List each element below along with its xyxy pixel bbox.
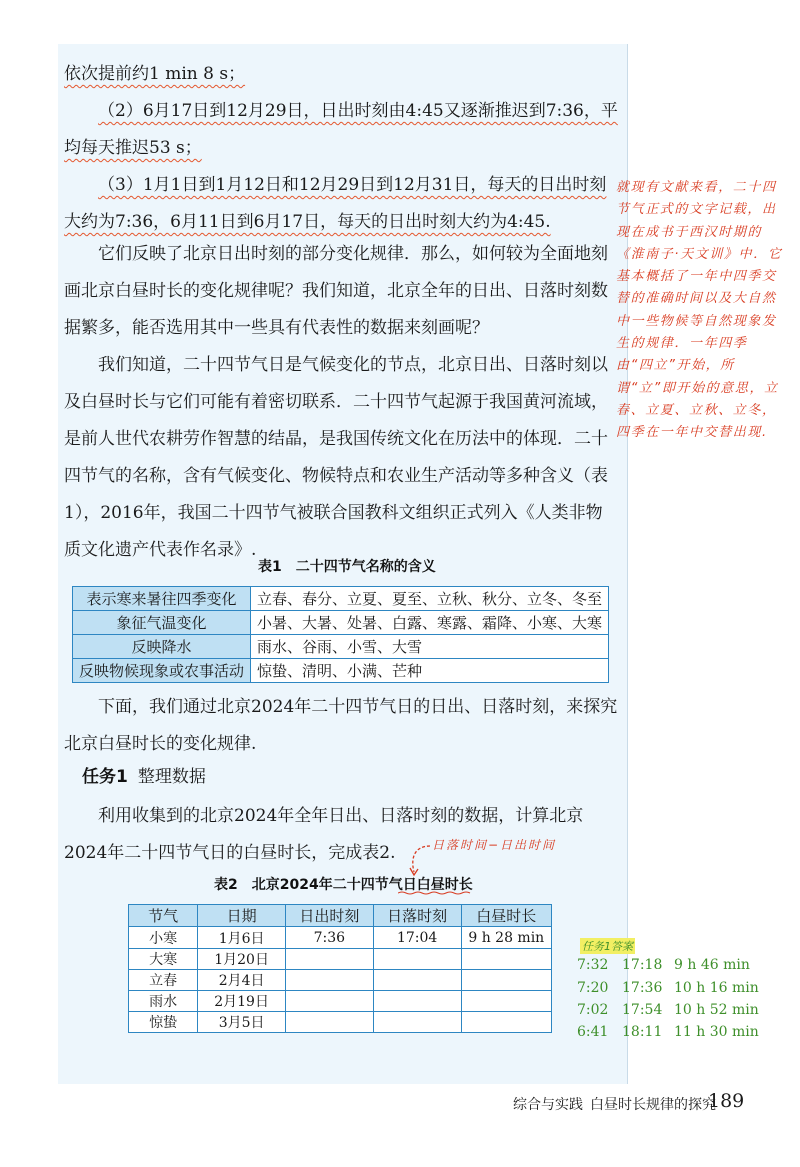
answer-duration: 10 h 16 min bbox=[674, 980, 759, 996]
table-row bbox=[129, 970, 552, 991]
answer-sunset: 17:54 bbox=[622, 1002, 663, 1018]
formula-annotation: 日落时间−日出时间 bbox=[432, 838, 557, 852]
table1-terms: 雨水、谷雨、小雪、大雪 bbox=[251, 635, 609, 659]
table1-category: 反映物候现象或农事活动 bbox=[73, 659, 251, 683]
task1-heading bbox=[82, 762, 206, 787]
table-row bbox=[129, 1012, 552, 1033]
table2-cell bbox=[373, 970, 461, 991]
table2-cell bbox=[285, 1012, 373, 1033]
table-row bbox=[129, 927, 552, 949]
paragraph-6: 下面，我们通过北京2024年二十四节气日的日出、日落时刻，来探究北京白昼时长的变化规律. bbox=[64, 697, 618, 754]
table1-category: 表示寒来暑往四季变化 bbox=[73, 587, 251, 611]
answer-duration: 10 h 52 min bbox=[674, 1002, 759, 1018]
paragraph-4: 它们反映了北京日出时刻的部分变化规律．那么，如何较为全面地刻画北京白昼时长的变化规律呢？我们知道，北京全年的日出、日落时刻数据繁多，能否选用其中一些具有代表性的数据来刻画呢？ bbox=[64, 244, 608, 338]
table2-cell bbox=[285, 970, 373, 991]
table-row bbox=[73, 635, 609, 659]
table1-category: 象征气温变化 bbox=[73, 611, 251, 635]
footer-title: 白昼时长规律的探究 bbox=[590, 1097, 716, 1113]
table-row bbox=[129, 949, 552, 970]
answer-title: 任务1答案 bbox=[582, 940, 633, 953]
table2-cell: 9 h 28 min bbox=[461, 927, 551, 949]
table1-category: 反映降水 bbox=[73, 635, 251, 659]
table2-caption: 表2 北京2024年二十四节气日白昼时长 bbox=[214, 877, 473, 893]
table2-cell bbox=[461, 970, 551, 991]
table2 bbox=[128, 904, 552, 1033]
answer-sunrise: 7:02 bbox=[577, 1002, 609, 1018]
margin-note: 就现有文献来看，二十四节气正式的文字记载，出现在成书于西汉时期的《淮南子·天文训》中．它基本概括了一年中四季交替的准确时间以及大自然中一些物候等自然现象发生的规律．一年四季由“四立”开始，所谓“立”即开始的意思，立春、立夏、立秋、立冬，四季在一年中交替出现. bbox=[616, 180, 783, 441]
table1-caption: 表1 二十四节气名称的含义 bbox=[258, 559, 436, 575]
table2-cell bbox=[373, 1012, 461, 1033]
table1-terms: 立春、春分、立夏、夏至、立秋、秋分、立冬、冬至 bbox=[251, 587, 609, 611]
table-row bbox=[73, 611, 609, 635]
table2-header: 日期 bbox=[198, 905, 286, 927]
table2-cell: 2月19日 bbox=[198, 991, 286, 1012]
caption-underline bbox=[398, 891, 472, 895]
table2-cell bbox=[285, 949, 373, 970]
paragraph-3: （3）1月1日到1月12日和12月29日到12月31日，每天的日出时刻大约为7:36，6月11日到6月17日，每天的日出时刻大约为4:45. bbox=[64, 175, 607, 232]
table2-cell: 大寒 bbox=[129, 949, 198, 970]
table2-cell bbox=[461, 1012, 551, 1033]
table2-cell: 小寒 bbox=[129, 927, 198, 949]
table2-cell: 17:04 bbox=[373, 927, 461, 949]
answer-duration: 9 h 46 min bbox=[674, 957, 750, 973]
footer-section: 综合与实践 bbox=[513, 1097, 583, 1113]
answer-sunset: 18:11 bbox=[622, 1024, 663, 1040]
table1-terms: 小暑、大暑、处暑、白露、寒露、霜降、小寒、大寒 bbox=[251, 611, 609, 635]
table-header-row bbox=[129, 905, 552, 927]
table2-cell bbox=[373, 949, 461, 970]
table2-cell bbox=[285, 991, 373, 1012]
table2-cell bbox=[373, 991, 461, 1012]
table2-cell bbox=[461, 949, 551, 970]
table2-cell: 2月4日 bbox=[198, 970, 286, 991]
table2-cell: 立春 bbox=[129, 970, 198, 991]
table-row bbox=[73, 659, 609, 683]
table2-cell: 雨水 bbox=[129, 991, 198, 1012]
table1-terms: 惊蛰、清明、小满、芒种 bbox=[251, 659, 609, 683]
table2-cell: 惊蛰 bbox=[129, 1012, 198, 1033]
table2-cell: 1月20日 bbox=[198, 949, 286, 970]
table2-header: 白昼时长 bbox=[461, 905, 551, 927]
paragraph-1: 依次提前约1 min 8 s； bbox=[64, 64, 246, 84]
answer-sunrise: 7:20 bbox=[577, 980, 609, 996]
table2-cell: 1月6日 bbox=[198, 927, 286, 949]
paragraph-5: 我们知道，二十四节气日是气候变化的节点，北京日出、日落时刻以及白昼时长与它们可能有着密切联系．二十四节气起源于我国黄河流域，是前人世代农耕劳作智慧的结晶，是我国传统文化在历法中的体现．二十四节气的名称，含有气候变化、物候特点和农业生产活动等多种含义（表1），2016年，我国二十四节气被联合国教科文组织正式列入《人类非物质文化遗产代表作名录》. bbox=[64, 355, 608, 560]
answer-sunrise: 7:32 bbox=[577, 957, 609, 973]
answer-sunset: 17:18 bbox=[622, 957, 663, 973]
table2-cell: 7:36 bbox=[285, 927, 373, 949]
answer-sunset: 17:36 bbox=[622, 980, 663, 996]
paragraph-7: 利用收集到的北京2024年全年日出、日落时刻的数据，计算北京2024年二十四节气日的白昼时长，完成表2. bbox=[64, 806, 584, 863]
table-row bbox=[73, 587, 609, 611]
answer-sunrise: 6:41 bbox=[577, 1024, 609, 1040]
paragraph-2: （2）6月17日到12月29日，日出时刻由4:45又逐渐推迟到7:36，平均每天推迟53 s； bbox=[64, 101, 618, 158]
answer-duration: 11 h 30 min bbox=[674, 1024, 759, 1040]
table-row bbox=[129, 991, 552, 1012]
table2-cell: 3月5日 bbox=[198, 1012, 286, 1033]
page-number: 189 bbox=[708, 1090, 745, 1112]
table2-header: 日出时刻 bbox=[285, 905, 373, 927]
table2-cell bbox=[461, 991, 551, 1012]
task1-number: 任务1 bbox=[82, 767, 128, 787]
table2-header: 节气 bbox=[129, 905, 198, 927]
table2-header: 日落时刻 bbox=[373, 905, 461, 927]
table1 bbox=[72, 586, 609, 683]
task1-title: 整理数据 bbox=[137, 767, 206, 787]
